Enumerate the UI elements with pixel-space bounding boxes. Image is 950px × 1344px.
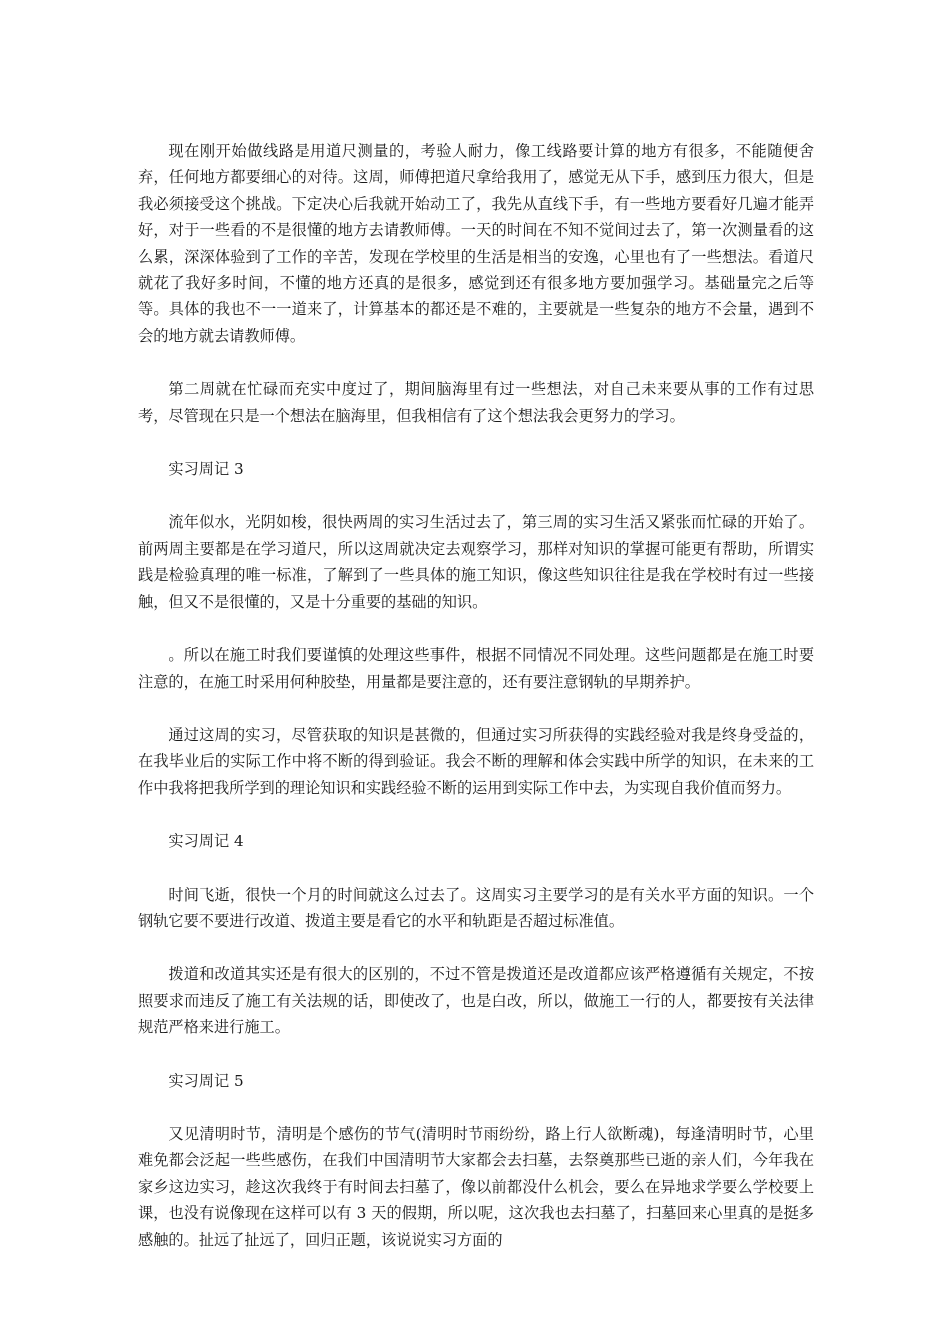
- paragraph-week2-surveying: 现在刚开始做线路是用道尺测量的，考验人耐力，像工线路要计算的地方有很多，不能随便舍弃，任何地方都要细心的对待。这周，师傅把道尺拿给我用了，感觉无从下手，感到压力很大，但是我必须接受这个挑战。下定决心后我就开始动工了，我先从直线下手，有一些地方要看好几遍才能弄好，对于一些看的不是很懂的地方去请教师傅。一天的时间在不知不觉间过去了，第一次测量看的这么累，深深体验到了工作的辛苦，发现在学校里的生活是相当的安逸，心里也有了一些想法。看道尺就花了我好多时间，不懂的地方还真的是很多，感觉到还有很多地方要加强学习。基础量完之后等等。具体的我也不一一道来了，计算基本的都还是不难的，主要就是一些复杂的地方不会量，遇到不会的地方就去请教师傅。: [138, 142, 814, 345]
- heading-week4: 实习周记 4: [168, 832, 244, 851]
- heading-week5: 实习周记 5: [168, 1071, 244, 1090]
- document-page: [138, 138, 814, 1280]
- paragraph-week4-rules: 拨道和改道其实还是有很大的区别的，不过不管是拨道还是改道都应该严格遵循有关规定，不按照要求而违反了施工有关法规的话，即使改了，也是白改，所以，做施工一行的人，都要按有关法律规范严格来进行施工。: [138, 965, 814, 1037]
- paragraph-week2-summary: 第二周就在忙碌而充实中度过了，期间脑海里有过一些想法，对自己未来要从事的工作有过思考，尽管现在只是一个想法在脑海里，但我相信有了这个想法我会更努力的学习。: [138, 380, 814, 425]
- heading-week3: 实习周记 3: [168, 460, 244, 479]
- paragraph-week4-intro: 时间飞逝，很快一个月的时间就这么过去了。这周实习主要学习的是有关水平方面的知识。一个钢轨它要不要进行改道、拨道主要是看它的水平和轨距是否超过标准值。: [138, 885, 814, 930]
- paragraph-week3-summary: 通过这周的实习，尽管获取的知识是甚微的，但通过实习所获得的实践经验对我是终身受益的，在我毕业后的实际工作中将不断的得到验证。我会不断的理解和体会实践中所学的知识，在未来的工作中我将把我所学到的理论知识和实践经验不断的运用到实际工作中去，为实现自我价值而努力。: [138, 725, 814, 797]
- paragraph-week3-intro: 流年似水，光阴如梭，很快两周的实习生活过去了，第三周的实习生活又紧张而忙碌的开始了。前两周主要都是在学习道尺，所以这周就决定去观察学习，那样对知识的掌握可能更有帮助，所谓实践是检验真理的唯一标准，了解到了一些具体的施工知识，像这些知识往往是我在学校时有过一些接触，但又不是很懂的，又是十分重要的基础的知识。: [138, 513, 814, 611]
- paragraph-week5-qingming: 又见清明时节，清明是个感伤的节气(清明时节雨纷纷，路上行人欲断魂)，每逢清明时节，心里难免都会泛起一些些感伤，在我们中国清明节大家都会去扫墓，去祭奠那些已逝的亲人们，今年我在家乡这边实习，趁这次我终于有时间去扫墓了，像以前都没什么机会，要么在异地求学要么学校要上课，也没有说像现在这样可以有 3 天的假期，所以呢，这次我也去扫墓了，扫墓回来心里真的是挺多感触的。扯远了扯远了，回归正题，该说说实习方面的: [138, 1124, 814, 1249]
- paragraph-week3-construction: 。所以在施工时我们要谨慎的处理这些事件，根据不同情况不同处理。这些问题都是在施工时要注意的，在施工时采用何种胶垫，用量都是要注意的，还有要注意钢轨的早期养护。: [138, 646, 814, 691]
